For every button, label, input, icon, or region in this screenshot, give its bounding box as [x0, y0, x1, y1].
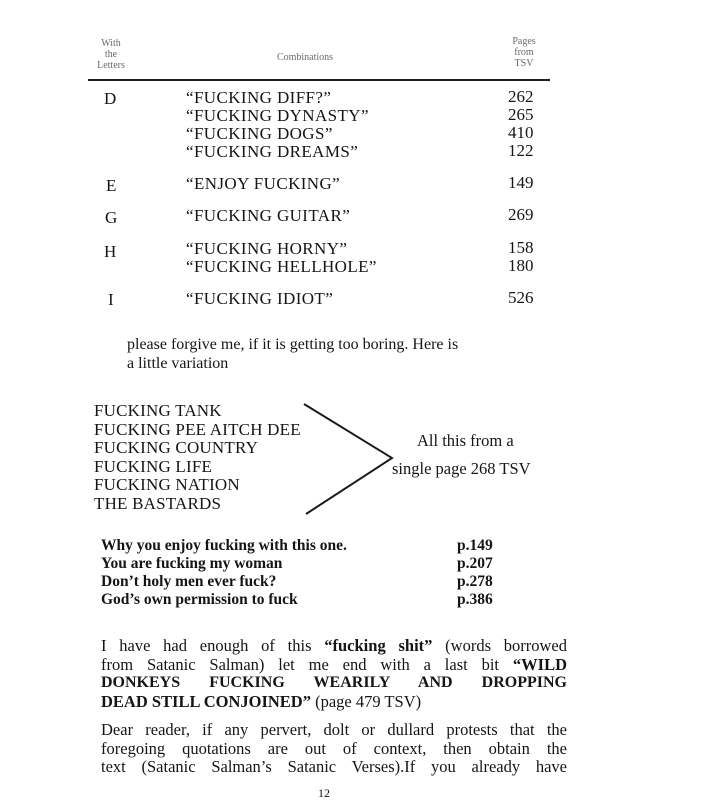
- header-line: With: [101, 38, 121, 49]
- list-item: FUCKING LIFE: [94, 456, 213, 476]
- page-cell: 526: [508, 288, 534, 307]
- list-item: FUCKING COUNTRY: [94, 438, 259, 457]
- header-line: Letters: [97, 60, 125, 71]
- list-item: FUCKING NATION: [94, 475, 240, 494]
- list-item: FUCKING TANK: [94, 401, 222, 420]
- paragraph-line: DONKEYS FUCKING WEARILY AND DROPPING: [101, 674, 567, 691]
- combination-cell: “FUCKING HORNY”: [186, 239, 348, 258]
- quote-text: Don’t holy men ever fuck?: [101, 573, 277, 590]
- paragraph-line: foregoing quotations are out of context, then obtain the: [101, 738, 567, 758]
- combination-cell: “FUCKING DOGS”: [186, 124, 333, 143]
- forgive-line: please forgive me, if it is getting too boring. Here is: [127, 336, 459, 353]
- list-item: THE BASTARDS: [94, 493, 222, 513]
- combination-cell: “FUCKING IDIOT”: [186, 289, 334, 308]
- quote-text: Why you enjoy fucking with this one.: [101, 537, 347, 554]
- list-item: FUCKING PEE AITCH DEE: [94, 419, 301, 439]
- combination-cell: “FUCKING HELLHOLE”: [186, 257, 377, 276]
- page-cell: 158: [508, 238, 534, 257]
- combination-cell: “FUCKING DIFF?”: [186, 88, 332, 107]
- column-header-pages: [500, 36, 548, 69]
- row-letter-d: D: [104, 89, 117, 108]
- paragraph-line: DEAD STILL CONJOINED” (page 479 TSV): [101, 691, 422, 711]
- quote-page: p.149: [457, 537, 493, 554]
- header-rule: [88, 79, 550, 81]
- row-letter-g: G: [105, 208, 118, 227]
- combination-cell: “FUCKING GUITAR”: [186, 206, 351, 225]
- bracket-note-line: single page 268 TSV: [392, 459, 531, 478]
- header-line: TSV: [514, 58, 534, 69]
- paragraph-line: text (Satanic Salman’s Satanic Verses).If you already have: [101, 757, 567, 776]
- column-header-letters: [88, 38, 134, 71]
- paragraph-line: from Satanic Salman) let me end with a last bit “WILD: [101, 654, 567, 674]
- page-cell: 180: [508, 256, 534, 275]
- combination-cell: “FUCKING DREAMS”: [186, 142, 359, 161]
- forgive-line: a little variation: [127, 355, 229, 372]
- paragraph-line: I have had enough of this “fucking shit” (words borrowed: [101, 636, 568, 655]
- header-line: the: [104, 49, 118, 60]
- quote-text: You are fucking my woman: [101, 555, 283, 572]
- page-cell: 269: [508, 205, 534, 224]
- column-header-combinations: Combinations: [276, 52, 334, 63]
- row-letter-i: I: [108, 290, 114, 309]
- combination-cell: “FUCKING DYNASTY”: [186, 106, 369, 125]
- page-number: 12: [318, 786, 330, 800]
- paragraph-line: Dear reader, if any pervert, dolt or dullard protests that the: [101, 720, 567, 739]
- header-line: from: [514, 47, 534, 58]
- combination-cell: “ENJOY FUCKING”: [186, 174, 341, 193]
- row-letter-h: H: [104, 242, 117, 261]
- page-cell: 149: [508, 173, 534, 192]
- quote-page: p.278: [457, 573, 493, 590]
- quote-page: p.386: [457, 591, 493, 608]
- page-cell: 122: [508, 141, 534, 160]
- quote-text: God’s own permission to fuck: [101, 591, 298, 608]
- page-cell: 262: [508, 87, 534, 106]
- header-line: Pages: [512, 36, 536, 47]
- row-letter-e: E: [106, 176, 117, 195]
- bracket-note-line: All this from a: [417, 431, 514, 450]
- page-cell: 265: [508, 105, 534, 124]
- quote-page: p.207: [457, 555, 493, 572]
- bracket-arrow: [296, 400, 400, 518]
- page-cell: 410: [508, 123, 534, 142]
